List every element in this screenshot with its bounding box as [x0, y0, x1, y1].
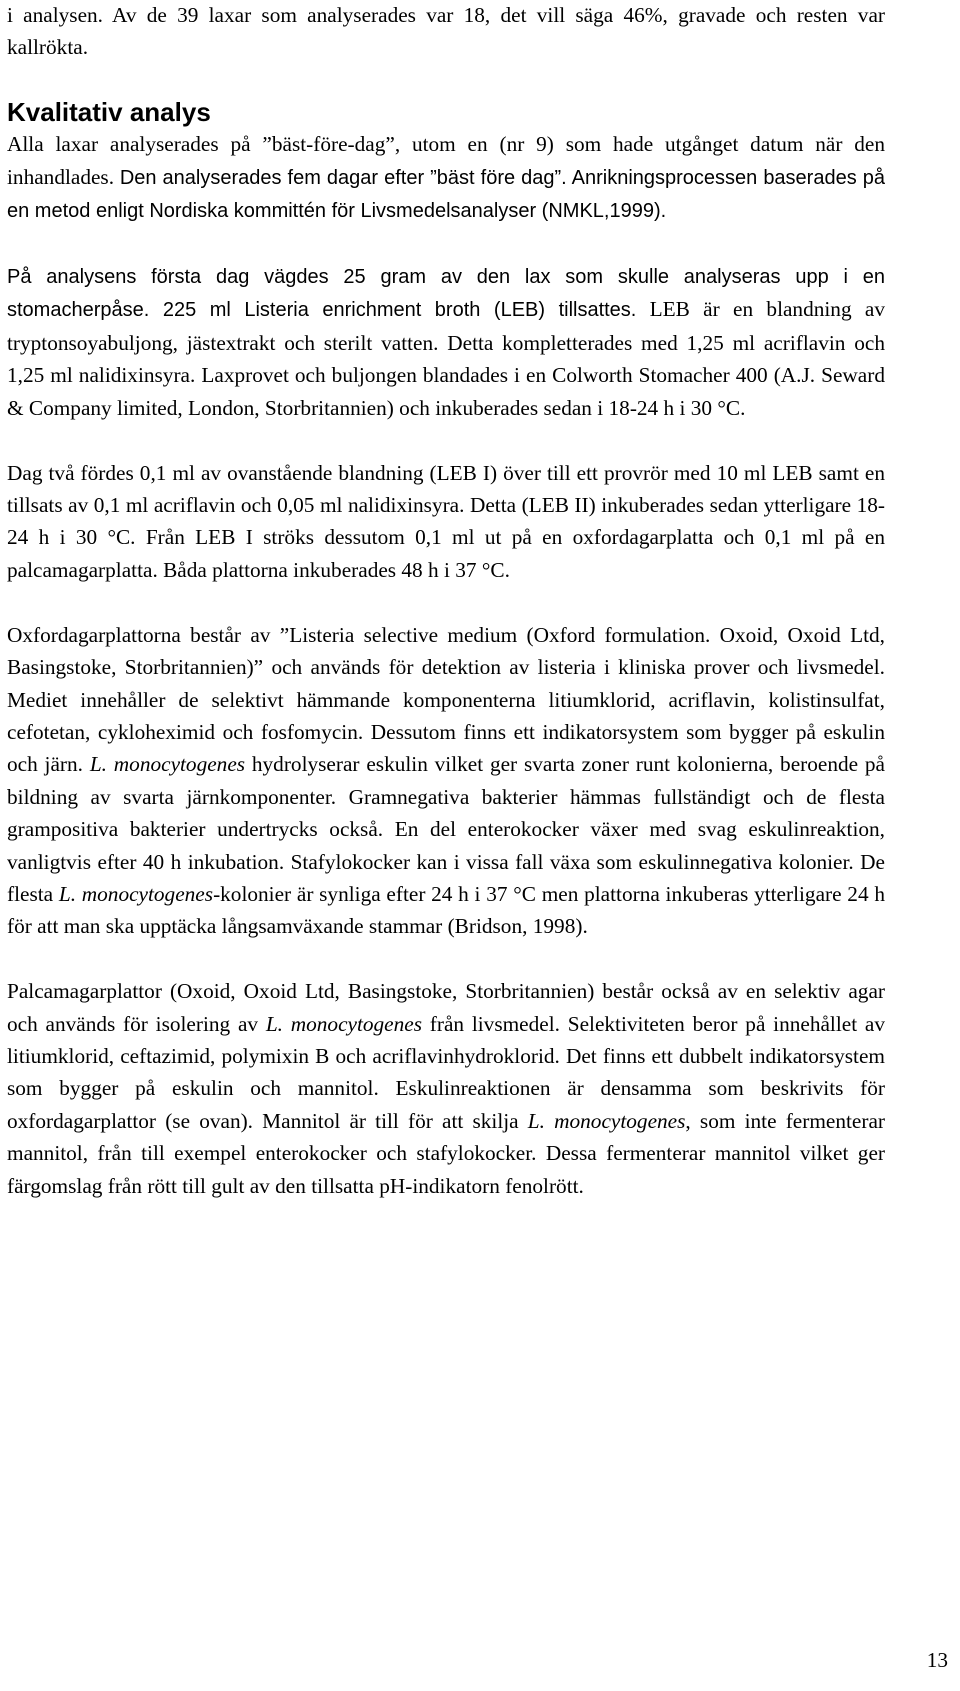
paragraph-palcam-part1: Palcamagarplattor (Oxoid, Oxoid Ltd, Basingstoke, Storbritannien) består också av en selektiv agar och används för isolering av [7, 979, 885, 1036]
species-name: L. monocytogenes [527, 1108, 686, 1133]
paragraph-palcam-part3: , som inte fermenterar mannitol, från till exempel enterokocker och stafylokocker. Dessa fermenterar mannitol vilket ger färgomslag från rött till gult av den tillsatta pH-indikatorn fenolrött. [7, 1108, 886, 1198]
document-page [7, 0, 885, 1235]
paragraph-oxford-part1: Oxfordagarplattorna består av ”Listeria selective medium (Oxford formulation. Oxoid, Oxoid Ltd, Basingstoke, Storbritannien)” och används för detektion av listeria i kliniska prover och livsmedel. Mediet innehåller de selektivt hämmande komponenterna litiumklorid, acriflavin, kolistinsulfat, cefotetan, cykloheximid och fosfomycin. Dessutom finns ett indikatorsystem som bygger på eskulin och järn. [7, 622, 885, 777]
species-name: L. monocytogenes [58, 881, 214, 906]
paragraph-oxford-part2: hydrolyserar eskulin vilket ger svarta zoner runt kolonierna, beroende på bildning av svarta järnkomponenter. Gramnegativa bakterier hämmas fullständigt och de flesta grampositiva bakterier undertrycks också. En del enterokocker växer med svag eskulinreaktion, vanligtvis efter 40 h inkubation. Stafylokocker kan i vissa fall växa som eskulinnegativa kolonier. De flesta [7, 752, 885, 906]
paragraph-oxford-part3: -kolonier är synliga efter 24 h i 37 °C men plattorna inkuberas ytterligare 24 h för att man ska upptäcka långsamväxande stammar (Bridson, 1998). [7, 881, 885, 939]
paragraph-day-one [7, 260, 885, 424]
paragraph-palcam [7, 975, 885, 1202]
intro-text: i analysen. Av de 39 laxar som analyserades var 18, det vill säga 46%, gravade och resten var kallrökta. [7, 3, 885, 60]
section-heading: Kvalitativ analys [7, 97, 211, 128]
intro-paragraph [7, 0, 885, 64]
paragraph-palcam-part2: från livsmedel. Selektiviteten beror på innehållet av litiumklorid, ceftazimid, polymixin B och acriflavinhydroklorid. Det finns ett dubbelt indikatorsystem som bygger på eskulin och mannitol. Eskulinreaktionen är densamma som beskrivits för oxfordagarplattor (se ovan). Mannitol är till för att skilja [7, 1011, 885, 1133]
paragraph-method-part1: Alla laxar analyserades på ”bäst-före-dag”, utom en (nr 9) som hade utgånget datum när den inhandlades. [7, 132, 885, 189]
species-name: L. monocytogenes [89, 752, 246, 777]
paragraph-oxford [7, 619, 885, 943]
paragraph-day-two [7, 457, 885, 587]
paragraph-day-one-part2: LEB är en blandning av tryptonsoyabuljong, jästextrakt och sterilt vatten. Detta kompletterades med 1,25 ml acriflavin och 1,25 ml nalidixinsyra. Laxprovet och buljongen blandades i en Colworth Stomacher 400 (A.J. Seward & Company limited, London, Storbritannien) och inkuberades sedan i 18-24 h i 30 °C. [7, 297, 885, 420]
paragraph-day-one-part1: På analysens första dag vägdes 25 gram av den lax som skulle analyseras upp i en stomacherpåse. 225 ml Listeria enrichment broth (LEB) tillsattes. [7, 266, 885, 322]
page-number: 13 [926, 1648, 948, 1672]
paragraph-method-part2: Den analyserades fem dagar efter ”bäst före dag”. Anrikningsprocessen baserades på en metod enligt Nordiska kommittén för Livsmedelsanalyser (NMKL,1999). [7, 166, 885, 223]
species-name: L. monocytogenes [265, 1011, 423, 1036]
paragraph-day-two-text: Dag två fördes 0,1 ml av ovanstående blandning (LEB I) över till ett provrör med 10 ml LEB samt en tillsats av 0,1 ml acriflavin och 0,05 ml nalidixinsyra. Detta (LEB II) inkuberades sedan ytterligare 18-24 h i 30 °C. Från LEB I ströks dessutom 0,1 ml ut på en oxfordagarplatta och 0,1 ml på en palcamagarplatta. Båda plattorna inkuberades 48 h i 37 °C. [7, 460, 885, 582]
paragraph-method [7, 128, 885, 227]
